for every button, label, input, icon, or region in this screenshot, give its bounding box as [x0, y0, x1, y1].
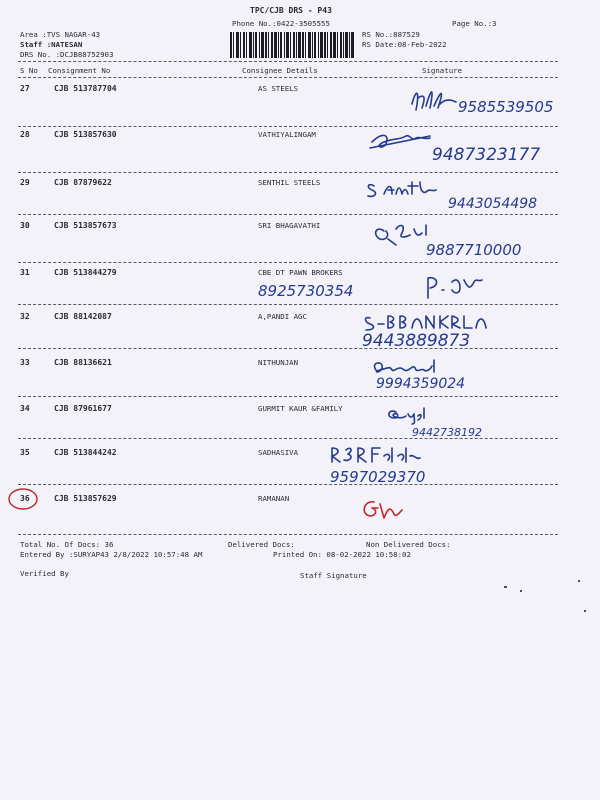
row-consignment: CJB 513857673 [54, 221, 117, 230]
table-row [0, 448, 600, 488]
handwritten-phone: 9887710000 [426, 241, 522, 259]
divider [18, 61, 558, 62]
divider [18, 304, 558, 305]
verified-by: Verified By [20, 569, 69, 578]
row-consignee: NITHUNJAN [258, 358, 299, 367]
divider [18, 534, 558, 535]
red-circle-mark [6, 485, 40, 513]
column-sno: S No [20, 66, 38, 75]
signature-image [330, 442, 590, 486]
page-number: Page No.:3 [452, 19, 497, 28]
total-docs: Total No. Of Docs: 36 [20, 540, 114, 549]
row-sno: 27 [20, 84, 30, 93]
divider [18, 214, 558, 215]
table-row [0, 494, 600, 534]
staff-signature-label: Staff Signature [300, 571, 367, 580]
row-consignment: CJB 88136621 [54, 358, 112, 367]
row-consignee: SADHASIVA [258, 448, 299, 457]
handwritten-phone: 9442738192 [412, 426, 482, 439]
non-delivered-docs: Non Delivered Docs: [366, 540, 451, 549]
handwritten-phone: 9443889873 [362, 331, 471, 351]
divider [18, 484, 558, 485]
area-label: Area :TVS NAGAR-43 [20, 30, 101, 39]
column-consignment: Consignment No [48, 66, 111, 75]
column-consignee: Consignee Details [242, 66, 318, 75]
row-sno: 30 [20, 221, 30, 230]
column-signature: Signature [422, 66, 463, 75]
handwritten-phone: 9487323177 [432, 145, 541, 165]
signature-image [360, 312, 590, 356]
rs-date: RS Date:08-Feb-2022 [362, 40, 447, 49]
divider [18, 262, 558, 263]
handwritten-phone: 9597029370 [330, 468, 426, 486]
barcode [230, 32, 354, 58]
row-sno: 34 [20, 404, 30, 413]
row-consignment: CJB 513857630 [54, 130, 117, 139]
row-sno: 31 [20, 268, 30, 277]
staff-label: Staff :NATESAN [20, 40, 83, 49]
divider [18, 77, 558, 78]
divider [18, 396, 558, 397]
table-row [0, 130, 600, 170]
row-consignee: CBE DT PAWN BROKERS [258, 268, 343, 277]
speck [504, 586, 507, 588]
row-consignee: SENTHIL STEELS [258, 178, 321, 187]
speck [520, 590, 522, 592]
table-row [0, 178, 600, 218]
table-row [0, 84, 600, 124]
printed-on: Printed On: 08-02-2022 10:58:02 [273, 550, 411, 559]
signature-image [360, 130, 590, 174]
row-consignment: CJB 87961677 [54, 404, 112, 413]
divider [18, 348, 558, 349]
drs-number: DRS No. :DCJB88752903 [20, 50, 114, 59]
table-row [0, 268, 600, 308]
handwritten-phone: 8925730354 [258, 282, 354, 300]
divider [18, 172, 558, 173]
phone-number: Phone No.:0422-3505555 [232, 19, 330, 28]
row-sno: 32 [20, 312, 30, 321]
row-consignment: CJB 513857629 [54, 494, 117, 503]
signature-image [360, 178, 590, 222]
row-consignee: GURMIT KAUR &FAMILY [258, 404, 343, 413]
row-sno: 36 [20, 494, 30, 503]
row-sno: 28 [20, 130, 30, 139]
row-sno: 33 [20, 358, 30, 367]
signature-image [360, 221, 590, 265]
signature-image [360, 494, 590, 538]
handwritten-phone: 9994359024 [376, 376, 466, 392]
row-consignee: RAMANAN [258, 494, 290, 503]
row-consignment: CJB 88142087 [54, 312, 112, 321]
table-row [0, 312, 600, 352]
handwritten-phone: 9585539505 [458, 98, 554, 116]
delivered-docs: Delivered Docs: [228, 540, 295, 549]
row-consignment: CJB 513844279 [54, 268, 117, 277]
divider [18, 126, 558, 127]
document-title: TPC/CJB DRS - P43 [250, 6, 332, 15]
divider [18, 438, 558, 439]
row-consignee: A,PANDI AGC [258, 312, 307, 321]
row-consignee: VATHIYALINGAM [258, 130, 316, 139]
row-sno: 29 [20, 178, 30, 187]
row-consignee: SRI BHAGAVATHI [258, 221, 321, 230]
row-consignment: CJB 513844242 [54, 448, 117, 457]
table-row [0, 221, 600, 261]
row-consignee: AS STEELS [258, 84, 299, 93]
rs-number: RS No.:887529 [362, 30, 420, 39]
handwritten-phone: 9443054498 [448, 196, 538, 212]
entered-by: Entered By :SURYAP43 2/8/2022 10:57:48 AM [20, 550, 203, 559]
signature-image [360, 84, 590, 128]
row-consignment: CJB 513787704 [54, 84, 117, 93]
speck [584, 610, 586, 612]
signature-image [256, 268, 486, 312]
table-row [0, 358, 600, 398]
row-consignment: CJB 87879622 [54, 178, 112, 187]
row-sno: 35 [20, 448, 30, 457]
speck [578, 580, 580, 582]
